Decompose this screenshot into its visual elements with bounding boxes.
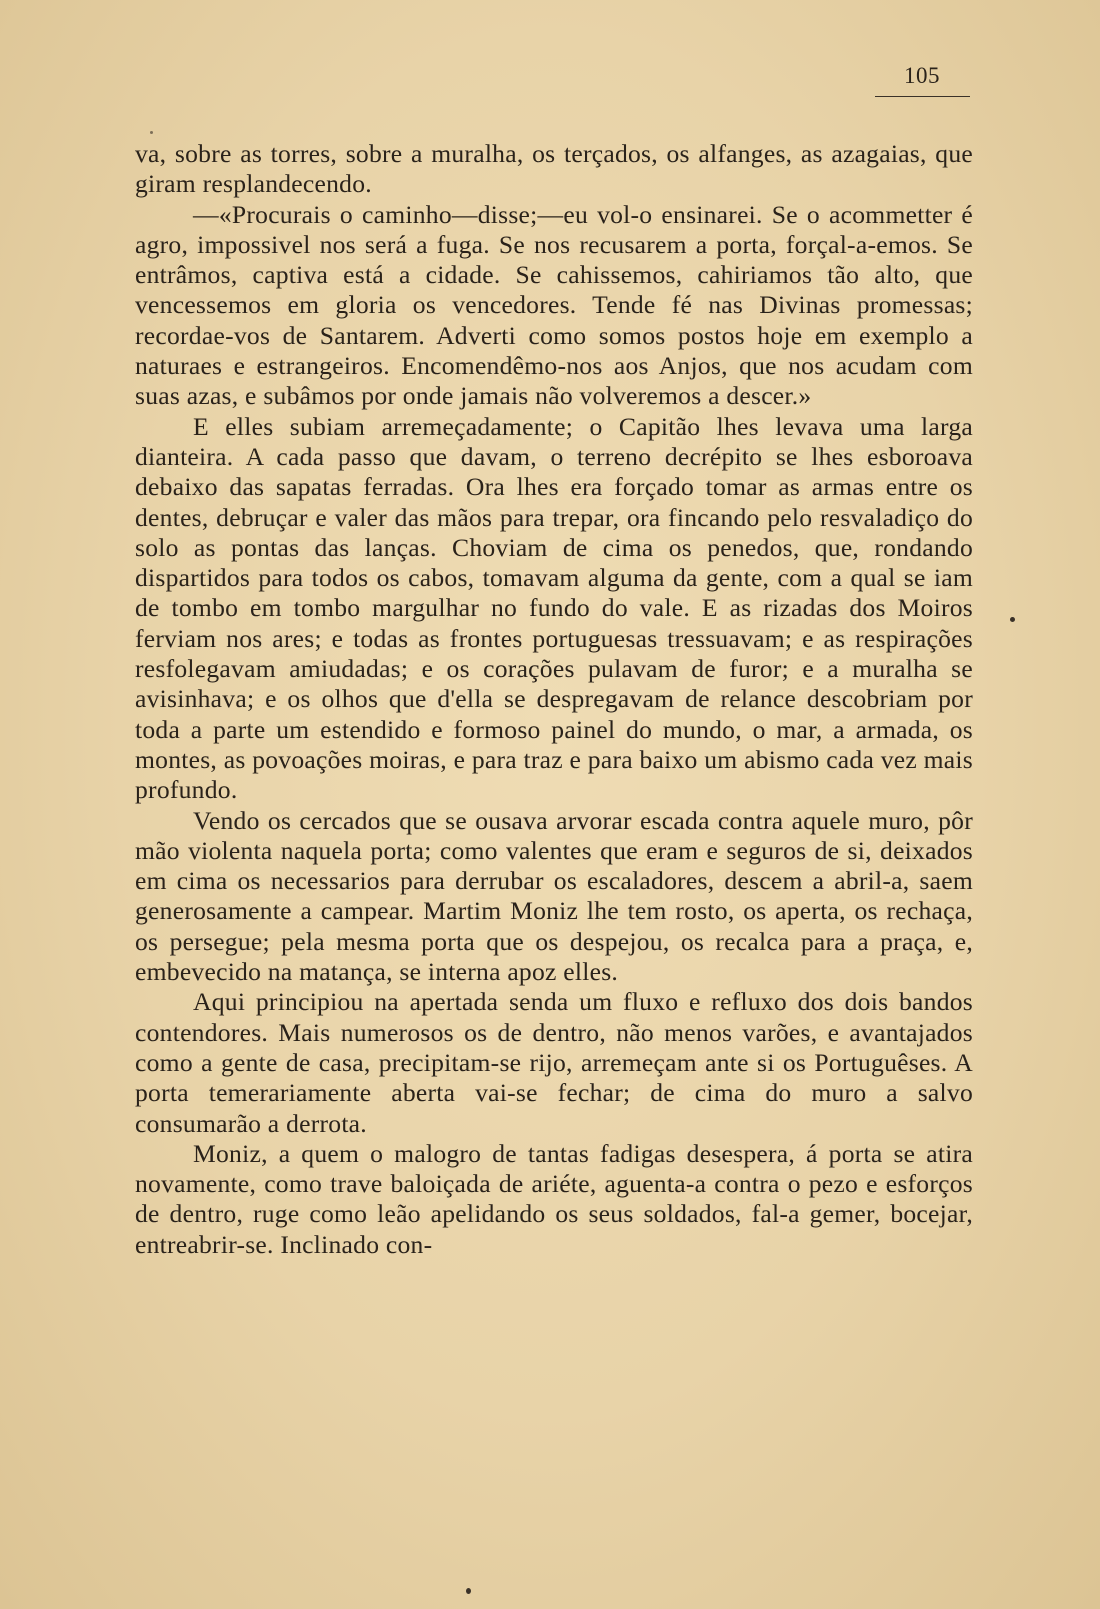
page-number: 105 [904, 63, 940, 88]
paragraph: va, sobre as torres, sobre a muralha, os terçados, os alfanges, as azagaias, que giram resplandecendo. [135, 139, 973, 199]
paragraph: —«Procurais o caminho—disse;—eu vol-o ensinarei. Se o acommetter é agro, impossivel nos será a fuga. Se nos recusarem a porta, forçal-a-emos. Se entrâmos, captiva está a cidade. Se cahissemos, cahiriamos tão alto, que vencessemos em gloria os vencedores. Tende fé nas Divinas promessas; recordae-vos de Santarem. Adverti como somos postos hoje em exemplo a naturaes e estrangeiros. Encomendêmo-nos aos Anjos, que nos acudam com suas azas, e subâmos por onde jamais não volveremos a descer.» [135, 199, 973, 411]
paragraph: E elles subiam arremeçadamente; o Capitão lhes levava uma larga dianteira. A cada passo que davam, o terreno decrépito se lhes esboroava debaixo das sapatas ferradas. Ora lhes era forçado tomar as armas entre os dentes, debruçar e valer das mãos para trepar, ora fincando pelo resvaladiço do solo as pontas das lanças. Choviam de cima os penedos, que, rondando dispartidos para todos os cabos, tomavam alguma da gente, com a qual se iam de tombo em tombo margulhar no fundo do vale. E as rizadas dos Moiros ferviam nos ares; e todas as frontes portuguesas tressuavam; e as respirações resfolegavam amiudadas; e os corações pulavam de furor; e a muralha se avisinhava; e os olhos que d'ella se despregavam de relance descobriam por toda a parte um estendido e formoso painel do mundo, o mar, a armada, os montes, as povoações moiras, e para traz e para baixo um abismo cada vez mais profundo. [135, 411, 973, 805]
paragraph: Aqui principiou na apertada senda um fluxo e refluxo dos dois bandos contendores. Mais numerosos os de dentro, não menos varões, e avantajados como a gente de casa, precipitam-se rijo, arremeçam ante si os Portuguêses. A porta temerariamente aberta vai-se fechar; de cima do muro a salvo consumarão a derrota. [135, 987, 973, 1138]
paragraph: Moniz, a quem o malogro de tantas fadigas desespera, á porta se atira novamente, como trave baloiçada de ariéte, aguenta-a contra o pezo e esforços de dentro, ruge como leão apelidando os seus soldados, fal-a gemer, bocejar, entreabrir-se. Inclinado con- [135, 1138, 973, 1259]
body-text [135, 139, 973, 1260]
page-header [875, 62, 970, 97]
paragraph: Vendo os cercados que se ousava arvorar escada contra aquele muro, pôr mão violenta naquela porta; como valentes que eram e seguros de si, deixados em cima os necessarios para derrubar os escaladores, descem a abril-a, saem generosamente a campear. Martim Moniz lhe tem rosto, os aperta, os rechaça, os persegue; pela mesma porta que os despejou, os recalca para a praça, e, embevecido na matança, se interna apoz elles. [135, 805, 973, 987]
ink-speck [150, 131, 153, 134]
ink-speck [466, 1588, 471, 1594]
ink-speck [1010, 617, 1015, 622]
